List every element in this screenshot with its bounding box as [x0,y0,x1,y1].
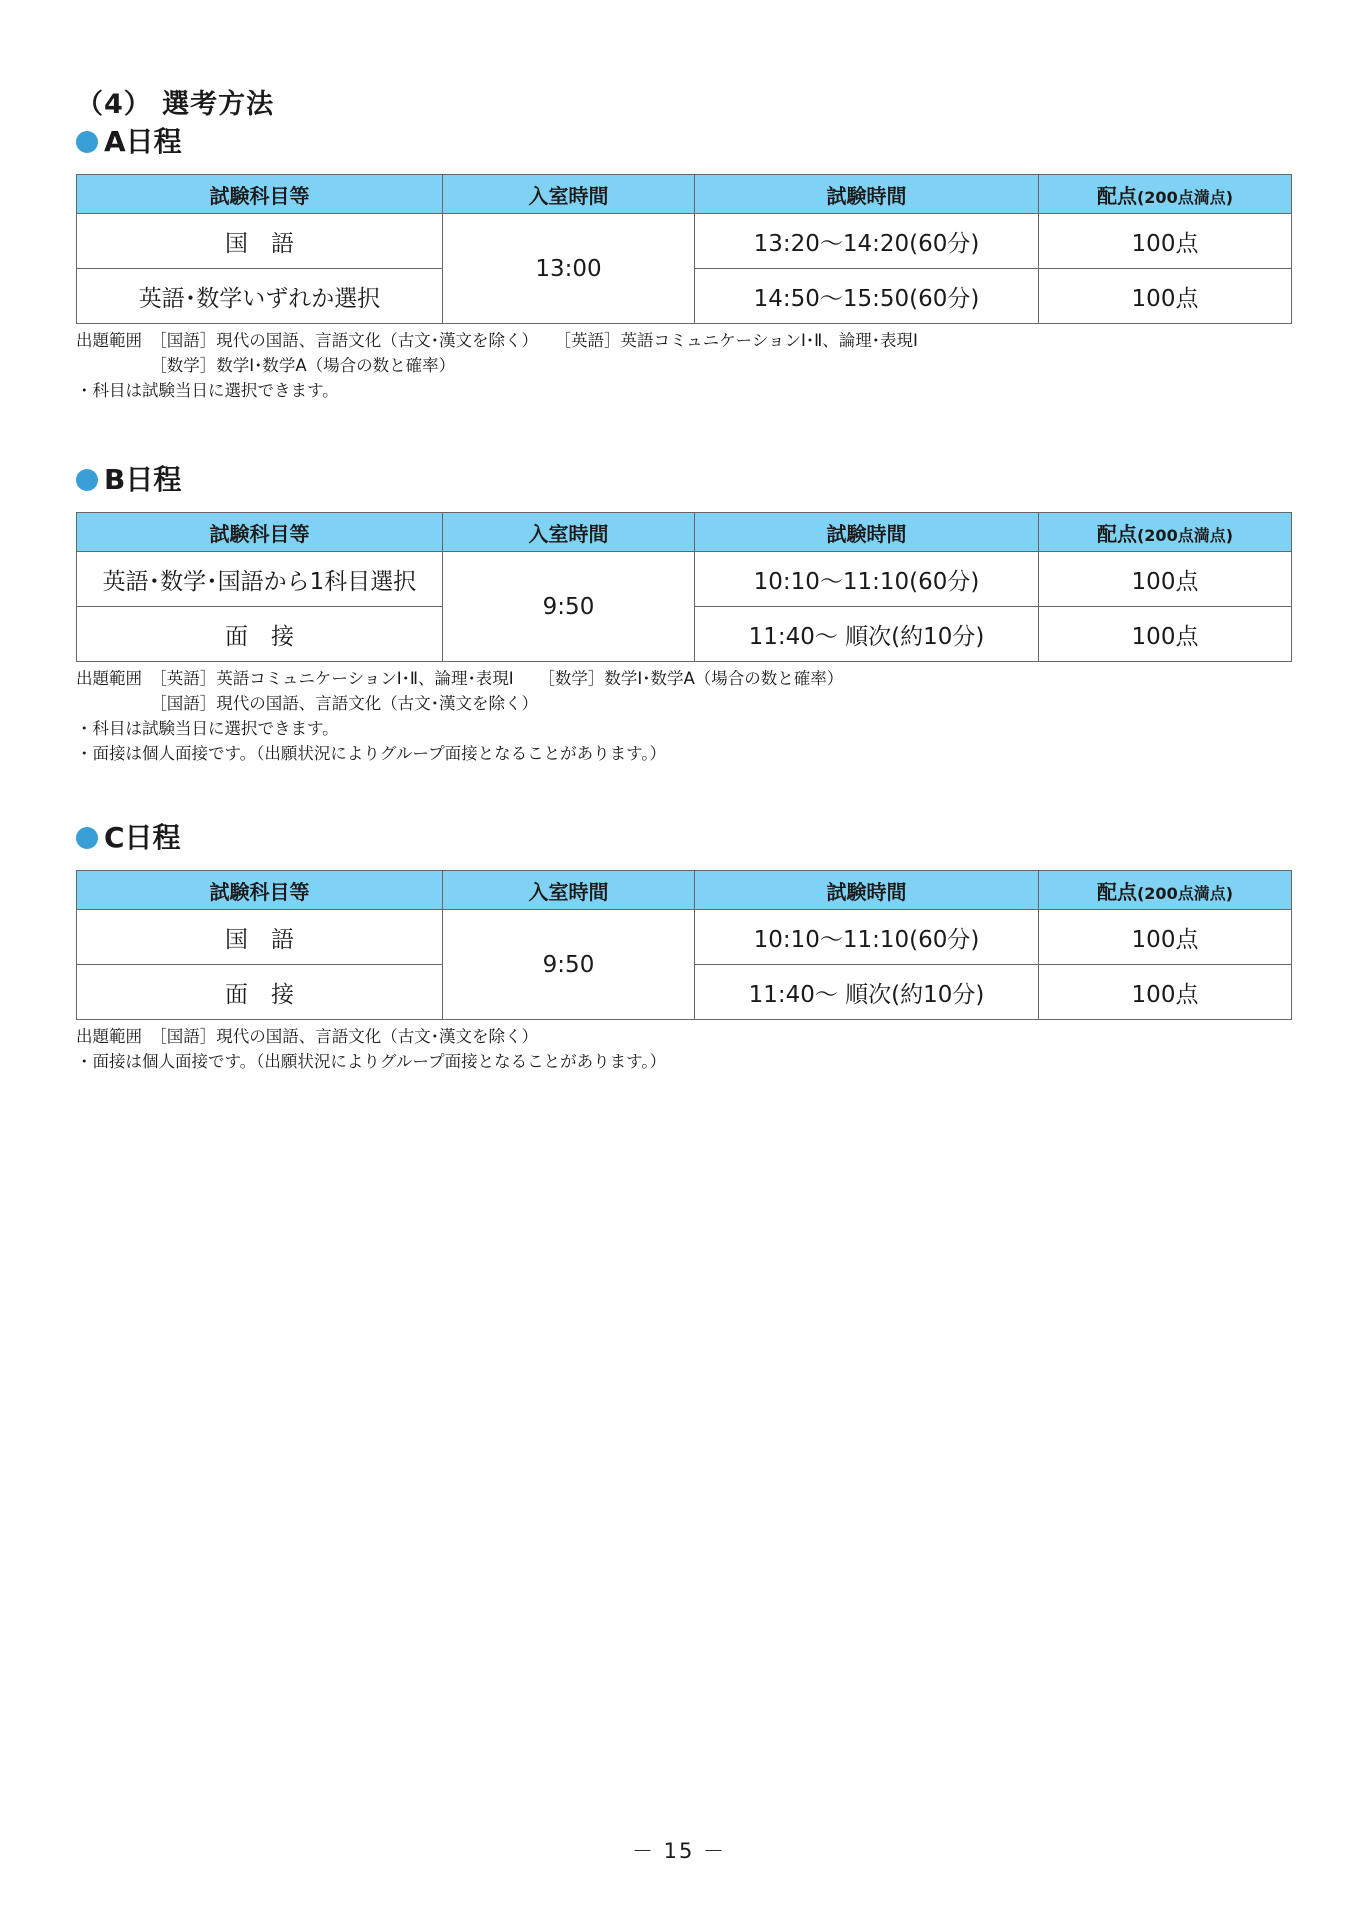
page-number: － 15 － [631,1839,727,1863]
exam-time-cell: 13:20〜14:20(60分) [695,214,1039,269]
bullet-dot-icon [76,469,98,491]
section-title: （4） 選考方法 [76,89,275,120]
subject-cell: 面 接 [77,965,443,1020]
exam-time-cell: 10:10〜11:10(60分) [695,910,1039,965]
header-subject: 試験科目等 [77,871,443,910]
table-row [77,552,1292,607]
header-subject: 試験科目等 [77,175,443,214]
points-cell: 100点 [1039,269,1292,324]
points-cell: 100点 [1039,607,1292,662]
schedule-title: B日程 [104,463,182,496]
schedule-title: A日程 [104,125,182,158]
table-row [77,214,1292,269]
entry-time-cell: 9:50 [443,910,695,1020]
points-cell: 100点 [1039,965,1292,1020]
points-cell: 100点 [1039,552,1292,607]
points-cell: 100点 [1039,910,1292,965]
schedule-table [76,174,1292,324]
header-exam-time: 試験時間 [695,871,1039,910]
schedule-b [76,460,1291,766]
notes [76,1024,1291,1074]
subject-cell: 国 語 [77,214,443,269]
table-row [77,910,1292,965]
header-subject: 試験科目等 [77,513,443,552]
header-exam-time: 試験時間 [695,513,1039,552]
entry-time-cell: 9:50 [443,552,695,662]
entry-time-cell: 13:00 [443,214,695,324]
note-line: ［数学］数学Ⅰ･数学A（場合の数と確率） [76,356,456,375]
schedule-c [76,818,1291,1074]
header-points: 配点(200点満点) [1039,175,1292,214]
notes [76,666,1291,766]
header-entry-time: 入室時間 [443,513,695,552]
schedule-table [76,512,1292,662]
header-entry-time: 入室時間 [443,871,695,910]
table-header-row [77,871,1292,910]
note-line: 出題範囲 ［英語］英語コミュニケーションⅠ･Ⅱ、論理･表現Ⅰ ［数学］数学Ⅰ･数学A（場合の数と確率） [76,669,844,688]
bullet-dot-icon [76,827,98,849]
schedule-table [76,870,1292,1020]
note-line: ［国語］現代の国語、言語文化（古文･漢文を除く） [76,694,538,713]
exam-time-cell: 14:50〜15:50(60分) [695,269,1039,324]
note-line: 出題範囲 ［国語］現代の国語、言語文化（古文･漢文を除く） [76,1027,538,1046]
points-cell: 100点 [1039,214,1292,269]
subject-cell: 英語･数学いずれか選択 [77,269,443,324]
exam-time-cell: 10:10〜11:10(60分) [695,552,1039,607]
header-exam-time: 試験時間 [695,175,1039,214]
header-entry-time: 入室時間 [443,175,695,214]
subject-cell: 国 語 [77,910,443,965]
note-line: 出題範囲 ［国語］現代の国語、言語文化（古文･漢文を除く） ［英語］英語コミュニケーションⅠ･Ⅱ、論理･表現Ⅰ [76,331,918,350]
note-line: ・科目は試験当日に選択できます。 [76,381,339,400]
table-header-row [77,175,1292,214]
note-line: ・面接は個人面接です。（出願状況によりグループ面接となることがあります。） [76,1052,667,1071]
note-line: ・面接は個人面接です。（出願状況によりグループ面接となることがあります。） [76,744,667,763]
table-header-row [77,513,1292,552]
header-points: 配点(200点満点) [1039,871,1292,910]
subject-cell: 英語･数学･国語から1科目選択 [77,552,443,607]
exam-time-cell: 11:40〜 順次(約10分) [695,607,1039,662]
schedule-a [76,122,1291,403]
exam-time-cell: 11:40〜 順次(約10分) [695,965,1039,1020]
note-line: ・科目は試験当日に選択できます。 [76,719,339,738]
schedule-title: C日程 [104,821,181,854]
notes [76,328,1291,403]
subject-cell: 面 接 [77,607,443,662]
bullet-dot-icon [76,131,98,153]
header-points: 配点(200点満点) [1039,513,1292,552]
